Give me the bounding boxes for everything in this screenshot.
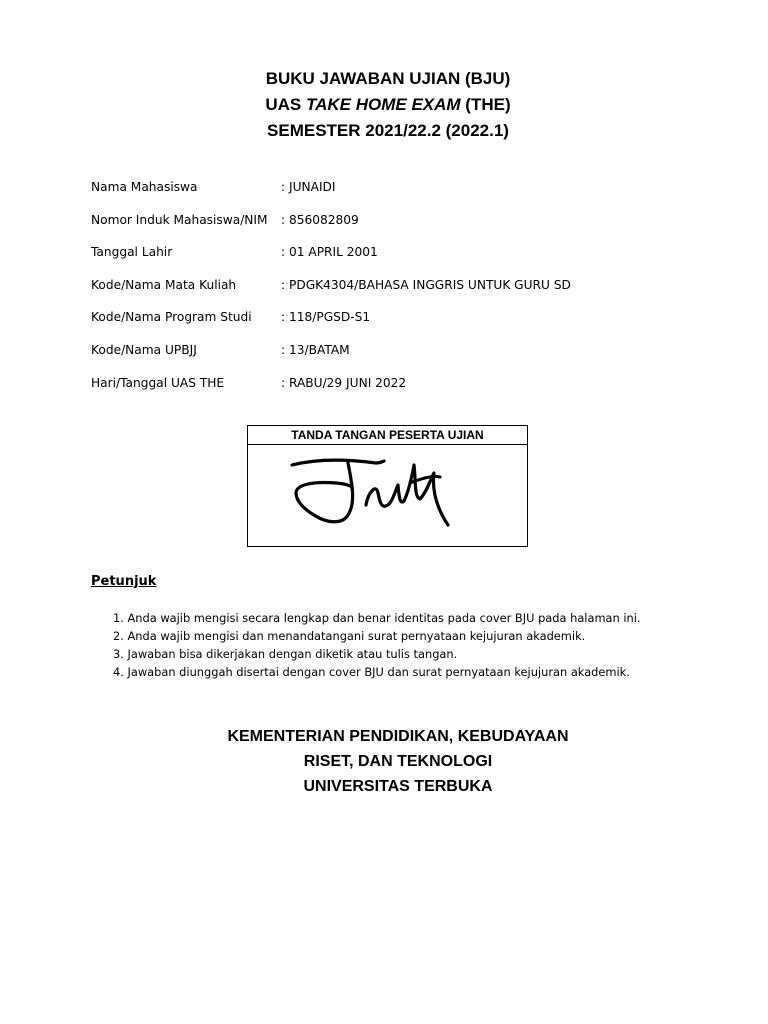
signature-box [247,425,528,547]
identity-value: : PDGK4304/BAHASA INGGRIS UNTUK GURU SD [281,277,571,292]
signature-box-header: TANDA TANGAN PESERTA UJIAN [248,426,527,445]
footer-line-3: UNIVERSITAS TERBUKA [303,778,493,795]
identity-row [91,310,571,343]
handwritten-signature [286,453,466,543]
identity-label: Nomor Induk Mahasiswa/NIM [91,212,268,227]
title-line-2-suffix: (THE) [460,95,511,114]
identity-row [91,180,571,213]
footer-line-2: RISET, DAN TEKNOLOGI [303,753,493,770]
title-line-1: BUKU JAWABAN UJIAN (BJU) [265,69,511,88]
title-line-2-prefix: UAS [265,95,306,114]
instruction-item: 4. Jawaban diunggah disertai dengan cover BJU dan surat pernyataan kejujuran akademik. [113,665,630,679]
identity-row [91,278,571,311]
identity-label: Nama Mahasiswa [91,180,198,194]
footer-line-1: KEMENTERIAN PENDIDIKAN, KEBUDAYAAN [227,728,569,745]
identity-label: Kode/Nama Mata Kuliah [91,277,237,292]
identity-row [91,343,571,376]
identity-value: : 01 APRIL 2001 [281,245,378,260]
instructions-heading: Petunjuk [91,574,157,589]
title-line-3: SEMESTER 2021/22.2 (2022.1) [267,121,509,140]
identity-value: : 118/PGSD-S1 [281,310,371,325]
identity-value: : 13/BATAM [281,342,350,357]
identity-label: Tanggal Lahir [91,245,173,260]
identity-row [91,376,571,409]
identity-table [91,180,571,408]
document-title [0,66,768,144]
title-line-2 [0,92,768,118]
identity-value: : 856082809 [281,212,359,227]
title-line-2-italic: TAKE HOME EXAM [306,95,461,114]
instruction-item: 3. Jawaban bisa dikerjakan dengan diketik atau tulis tangan. [113,647,458,661]
identity-label: Kode/Nama UPBJJ [91,342,197,357]
identity-label: Hari/Tanggal UAS THE [91,375,225,390]
instruction-item: 2. Anda wajib mengisi dan menandatangani surat pernyataan kejujuran akademik. [113,629,586,643]
signature-area [248,445,527,546]
identity-row [91,245,571,278]
identity-label: Kode/Nama Program Studi [91,310,252,325]
institution-footer [0,724,768,799]
instructions-list [113,609,641,681]
identity-value: : RABU/29 JUNI 2022 [281,375,407,390]
identity-value: : JUNAIDI [281,180,336,194]
instruction-item: 1. Anda wajib mengisi secara lengkap dan benar identitas pada cover BJU pada halaman ini. [113,611,641,625]
identity-row [91,213,571,246]
